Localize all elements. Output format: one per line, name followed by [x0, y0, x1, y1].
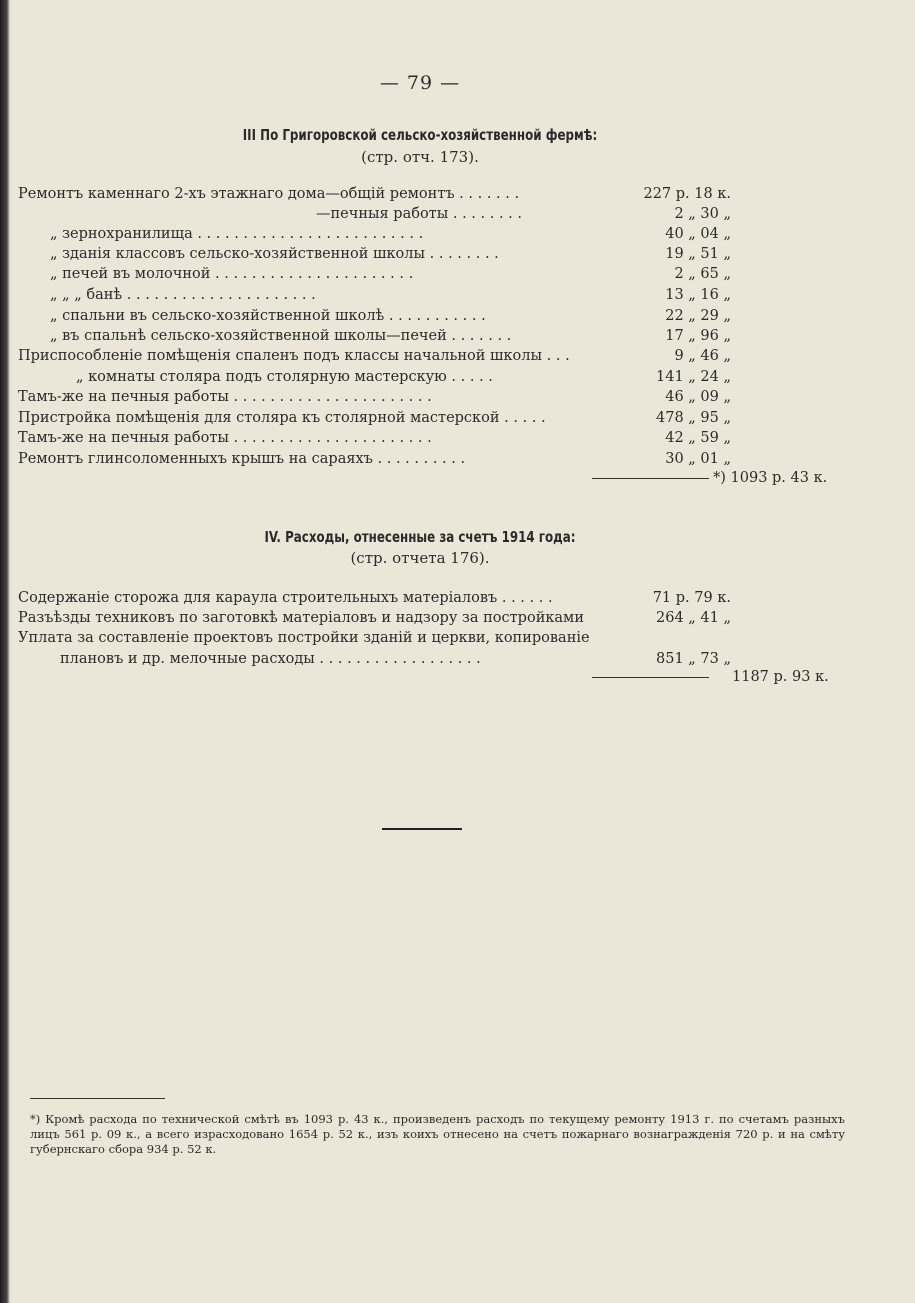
row-description: „ комнаты столяра подъ столярную мастерскую . . . . .: [76, 369, 493, 385]
row-amount: 19 „ 51 „: [665, 246, 731, 262]
row-amount: 42 „ 59 „: [665, 430, 731, 446]
row-description: Содержаніе сторожа для караула строительныхъ матеріаловъ . . . . . .: [18, 590, 553, 606]
row-description: „ печей въ молочной . . . . . . . . . . . . . . . . . . . . . .: [50, 266, 414, 282]
row-description: —печныя работы . . . . . . . .: [316, 206, 522, 222]
row-description: плановъ и др. мелочные расходы . . . . . . . . . . . . . . . . . .: [60, 651, 481, 667]
row-description: Приспособленіе помѣщенія спаленъ подъ классы начальной школы . . .: [18, 348, 570, 364]
row-amount: 851 „ 73 „: [656, 651, 731, 667]
row-amount: 30 „ 01 „: [665, 451, 731, 467]
row-description: Ремонтъ глинсоломенныхъ крышъ на сараяхъ . . . . . . . . . .: [18, 451, 466, 467]
row-description: „ зернохранилища . . . . . . . . . . . . . . . . . . . . . . . . .: [50, 226, 424, 242]
row-amount: 13 „ 16 „: [665, 287, 731, 303]
section-3-total: *) 1093 р. 43 к.: [713, 470, 828, 486]
section-separator: [382, 828, 462, 830]
row-description: „ зданія классовъ сельско-хозяйственной школы . . . . . . . .: [50, 246, 499, 262]
row-description: Пристройка помѣщенія для столяра къ столярной мастерской . . . . .: [18, 410, 546, 426]
row-amount: 2 „ 65 „: [674, 266, 731, 282]
total-rule: [592, 677, 709, 678]
row-description: Тамъ-же на печныя работы . . . . . . . . . . . . . . . . . . . . . .: [18, 389, 432, 405]
row-amount: 264 „ 41 „: [656, 610, 731, 626]
footnote: *) Кромѣ расхода по технической смѣтѣ въ 1093 р. 43 к., произведенъ расходъ по текущему ремонту 1913 г. по счетамъ разныхъ лицъ 561 р. 09 к., а всего израсходовано 1654 р. 52 к., изъ коихъ отнесено на счетъ пожарнаго вознагражденія 720 р. и на смѣту губернскаго сбора 934 р. 52 к.: [30, 1112, 845, 1156]
section-4-subheading: (стр. отчета 176).: [350, 549, 490, 567]
section-3-subheading: (стр. отч. 173).: [361, 148, 479, 166]
page-number: — 79 —: [379, 72, 461, 94]
section-4-heading: IV. Расходы, отнесенные за счетъ 1914 года:: [264, 528, 576, 546]
row-description: Уплата за составленіе проектовъ постройки зданій и церкви, копированіе: [18, 630, 590, 646]
page-binding-edge: [0, 0, 10, 1303]
row-description: „ спальни въ сельско-хозяйственной школѣ . . . . . . . . . . .: [50, 308, 486, 324]
row-description: Тамъ-же на печныя работы . . . . . . . . . . . . . . . . . . . . . .: [18, 430, 432, 446]
row-description: Ремонтъ каменнаго 2-хъ этажнаго дома—общій ремонтъ . . . . . . .: [18, 186, 520, 202]
section-3-heading: III По Григоровской сельско-хозяйственной фермѣ:: [242, 126, 598, 144]
row-description: „ въ спальнѣ сельско-хозяйственной школы—печей . . . . . . .: [50, 328, 512, 344]
row-amount: 2 „ 30 „: [674, 206, 731, 222]
row-amount: 22 „ 29 „: [665, 308, 731, 324]
row-description: Разъѣзды техниковъ по заготовкѣ матеріаловъ и надзору за постройками: [18, 610, 585, 626]
row-amount: 71 р. 79 к.: [652, 590, 731, 606]
row-amount: 227 р. 18 к.: [643, 186, 731, 202]
row-amount: 17 „ 96 „: [665, 328, 731, 344]
row-description: „ „ „ банѣ . . . . . . . . . . . . . . . . . . . . .: [50, 287, 316, 303]
footnote-rule: [30, 1098, 165, 1099]
row-amount: 478 „ 95 „: [656, 410, 731, 426]
row-amount: 141 „ 24 „: [656, 369, 731, 385]
row-amount: 40 „ 04 „: [665, 226, 731, 242]
row-amount: 46 „ 09 „: [665, 389, 731, 405]
row-amount: 9 „ 46 „: [674, 348, 731, 364]
total-rule: [592, 478, 709, 479]
section-4-total: 1187 р. 93 к.: [732, 669, 829, 685]
